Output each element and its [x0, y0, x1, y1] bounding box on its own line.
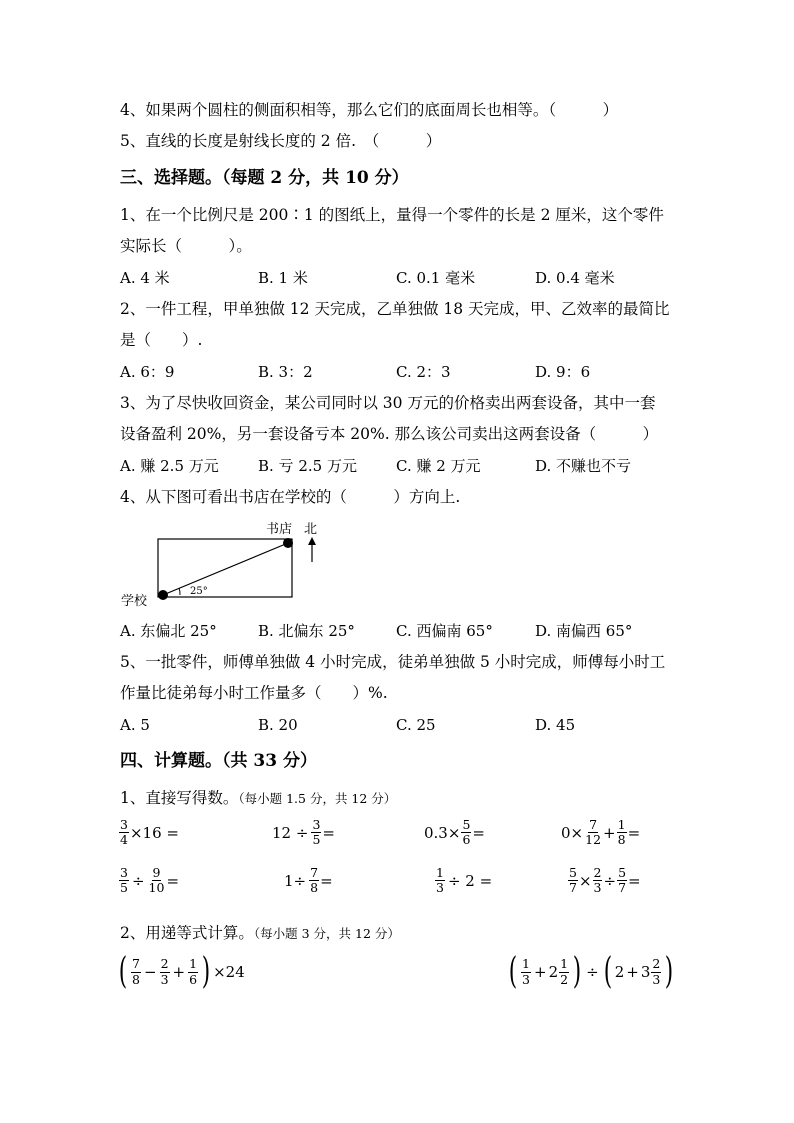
q3-option-a: A. 赚 2.5 万元: [120, 457, 219, 475]
step-expr-2: ( 1 3 + 2 1 2 ) ÷ ( 2 + 3 2 3 ): [508, 951, 674, 992]
q1-option-d: D. 0.4 毫米: [535, 269, 615, 287]
q4-option-c: C. 西偏南 65°: [396, 622, 493, 640]
q5-option-b: B. 20: [258, 716, 298, 734]
judge-item-5: 5、直线的长度是射线长度的 2 倍. （ ）: [120, 132, 442, 150]
p2-label: 2、用递等式计算。: [120, 924, 254, 942]
step-expr-1: ( 7 8 − $\frac{2}{3}$ + $\frac{1}{6}$ ) ×24: [118, 951, 245, 992]
expr-3: 0.3× $\frac{5}{6}$ =: [424, 817, 485, 848]
judge-item-4: 4、如果两个圆柱的侧面积相等，那么它们的底面周长也相等。（ ）: [120, 101, 619, 119]
q5-option-d: D. 45: [535, 716, 576, 734]
p2-note: （每小题 3 分，共 12 分）: [253, 926, 400, 941]
section-4-title: 四、计算题。（共 33 分）: [120, 751, 317, 771]
expr-1: $\frac{3}{4}$ ×16 =: [120, 817, 179, 848]
q4-line1: 4、从下图可看出书店在学校的（ ）方向上.: [120, 488, 461, 506]
q1-line1: 1、在一个比例尺是 200∶1 的图纸上，量得一个零件的长是 2 厘米，这个零件: [120, 206, 664, 224]
q4-option-b: B. 北偏东 25°: [258, 622, 355, 640]
expr-8: $\frac{5}{7}$ × $\frac{2}{3}$ ÷ $\frac{5}{7}$ =: [569, 865, 641, 896]
q1-option-c: C. 0.1 毫米: [396, 269, 476, 287]
q1-line2: 实际长（ ）。: [120, 237, 252, 255]
q4-option-a: A. 东偏北 25°: [120, 622, 217, 640]
q2-line2: 是（ ）.: [120, 331, 203, 349]
q5-option-c: C. 25: [396, 716, 436, 734]
expr-2: 12 ÷ $\frac{3}{5}$ =: [272, 817, 335, 848]
q3-line1: 3、为了尽快收回资金，某公司同时以 30 万元的价格卖出两套设备，其中一套: [120, 394, 656, 412]
expr-7: $\frac{1}{3}$ ÷ 2 =: [436, 865, 493, 896]
q4-option-d: D. 南偏西 65°: [535, 622, 633, 640]
p1-label-line: [120, 791, 396, 807]
north-label: 北: [304, 522, 318, 537]
expr-4: 0× $\frac{7}{12}$ + $\frac{1}{8}$ =: [561, 817, 641, 848]
q3-line2: 设备盈利 20%，另一套设备亏本 20%. 那么该公司卖出这两套设备（ ）: [120, 425, 659, 443]
angle-arc: [179, 588, 180, 595]
q5-option-a: A. 5: [120, 716, 150, 734]
q5-line1: 5、一批零件，师傅单独做 4 小时完成，徒弟单独做 5 小时完成，师傅每小时工: [120, 653, 666, 671]
expr-5: $\frac{3}{5}$ ÷ $\frac{9}{10}$ =: [120, 865, 180, 896]
bookstore-dot: [283, 538, 293, 548]
q2-option-b: B. 3：2: [258, 363, 313, 381]
q3-option-c: C. 赚 2 万元: [396, 457, 481, 475]
p2-label-line: [120, 926, 400, 942]
q5-line2: 作量比徒弟每小时工作量多（ ）%.: [120, 684, 388, 702]
section-3-title: 三、选择题。（每题 2 分，共 10 分）: [120, 168, 409, 188]
school-dot: [158, 590, 168, 600]
q2-line1: 2、一件工程，甲单独做 12 天完成，乙单独做 18 天完成，甲、乙效率的最简比: [120, 300, 670, 318]
q1-option-a: A. 4 米: [120, 269, 170, 287]
q3-option-b: B. 亏 2.5 万元: [258, 457, 357, 475]
direction-diagram: [118, 515, 338, 610]
expr-6: 1÷ $\frac{7}{8}$ =: [284, 865, 333, 896]
q2-option-d: D. 9：6: [535, 363, 591, 381]
angle-label: 25°: [190, 586, 208, 597]
p1-note: （每小题 1.5 分，共 12 分）: [238, 791, 397, 806]
q1-option-b: B. 1 米: [258, 269, 308, 287]
north-arrow-icon: [308, 537, 316, 545]
diagonal-line: [163, 543, 288, 595]
q3-option-d: D. 不赚也不亏: [535, 457, 632, 475]
p1-label: 1、直接写得数。: [120, 789, 239, 807]
bookstore-label: 书店: [266, 522, 293, 537]
q2-option-c: C. 2：3: [396, 363, 451, 381]
school-label: 学校: [121, 594, 148, 609]
q2-option-a: A. 6：9: [120, 363, 175, 381]
